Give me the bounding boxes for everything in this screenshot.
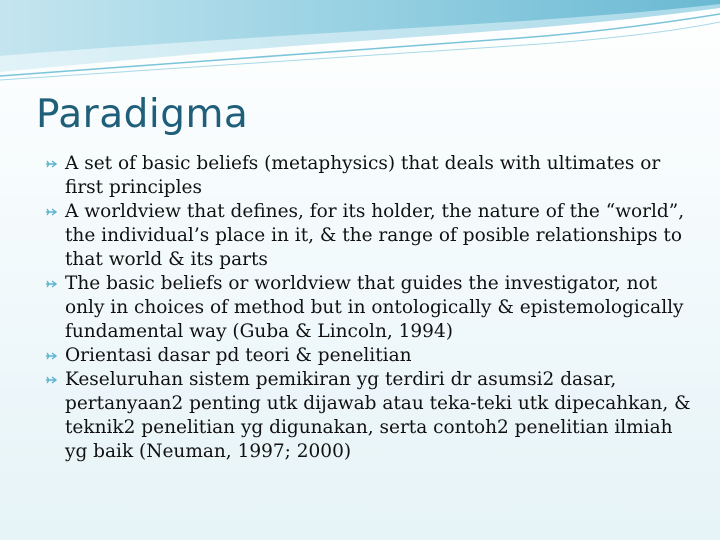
list-item xyxy=(44,152,694,200)
list-item xyxy=(44,272,694,344)
list-item xyxy=(44,344,694,368)
bullet-list xyxy=(44,152,694,464)
list-item xyxy=(44,200,694,272)
bullet-text: A worldview that defines, for its holder, the nature of the “world”, the individual’s place in it, & the range of posible relationships to that world & its parts xyxy=(65,201,685,270)
feather-arrow-icon xyxy=(46,375,60,385)
feather-arrow-icon xyxy=(46,351,60,361)
list-item xyxy=(44,368,694,464)
bullet-text: A set of basic beliefs (metaphysics) that deals with ultimates or first principles xyxy=(65,153,661,198)
bullet-text: The basic beliefs or worldview that guides the investigator, not only in choices of method but in ontologically & epistemologically fundamental way (Guba & Lincoln, 1994) xyxy=(65,273,684,342)
bullet-text: Keseluruhan sistem pemikiran yg terdiri dr asumsi2 dasar, pertanyaan2 penting utk dijawab atau teka-teki utk dipecahkan, & teknik2 penelitian yg digunakan, serta contoh2 penelitian ilmiah yg baik (Neuman, 1997; 2000) xyxy=(65,369,691,462)
header-wave-decoration xyxy=(0,0,720,90)
feather-arrow-icon xyxy=(46,207,60,217)
bullet-text: Orientasi dasar pd teori & penelitian xyxy=(65,345,412,366)
feather-arrow-icon xyxy=(46,159,60,169)
feather-arrow-icon xyxy=(46,279,60,289)
slide-title: Paradigma xyxy=(36,92,249,137)
